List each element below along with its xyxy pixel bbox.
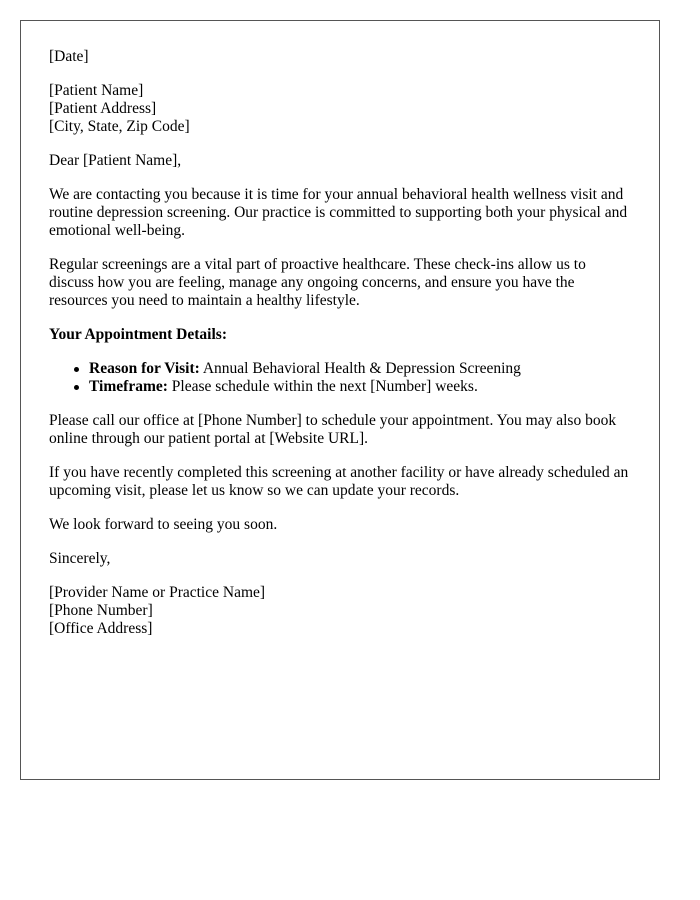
scheduling-paragraph: Please call our office at [Phone Number] to schedule your appointment. You may also book online through our patient portal at [Website URL]. [49,412,617,447]
letter-page [20,20,660,780]
salutation: Dear [Patient Name], [49,152,182,169]
closing-remark-paragraph: We look forward to seeing you soon. [49,516,278,533]
signature-phone: [Phone Number] [49,602,153,619]
signature-address: [Office Address] [49,620,153,637]
already-completed-paragraph: If you have recently completed this screening at another facility or have already scheduled an upcoming visit, please let us know so we can update your records. [49,464,629,499]
recipient-city-state-zip: [City, State, Zip Code] [49,118,190,135]
letter-date: [Date] [49,48,89,65]
appointment-details-list [49,360,631,396]
recipient-name: [Patient Name] [49,82,144,99]
recipient-address: [Patient Address] [49,100,157,117]
signature-block [49,584,631,638]
detail-value-reason: Annual Behavioral Health & Depression Screening [202,360,521,377]
detail-value-timeframe: Please schedule within the next [Number] weeks. [171,378,478,395]
list-item [89,360,631,378]
recipient-address-block [49,82,631,136]
signature-name: [Provider Name or Practice Name] [49,584,266,601]
list-item [89,378,631,396]
screening-importance-paragraph: Regular screenings are a vital part of proactive healthcare. These check-ins allow us to discuss how you are feeling, manage any ongoing concerns, and ensure you have the resources you need to maintain a healthy lifestyle. [49,256,586,309]
appointment-details-heading: Your Appointment Details: [49,326,227,343]
detail-label-reason: Reason for Visit: [89,360,200,377]
detail-label-timeframe: Timeframe: [89,378,168,395]
intro-paragraph: We are contacting you because it is time for your annual behavioral health wellness visit and routine depression screening. Our practice is committed to supporting both your physical and emotional well-being. [49,186,628,239]
closing: Sincerely, [49,550,111,567]
